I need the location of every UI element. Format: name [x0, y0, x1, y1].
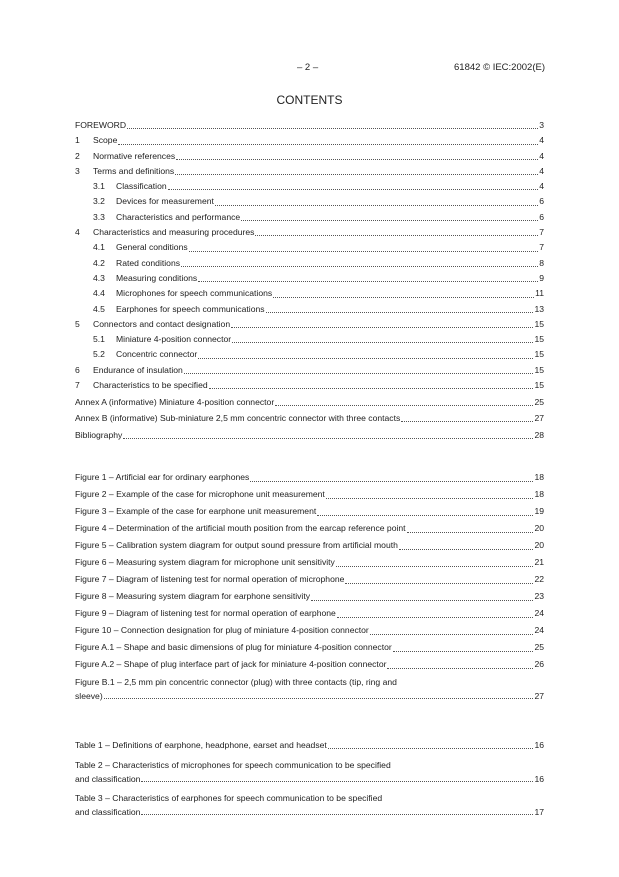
- entry-label: Figure 9 – Diagram of listening test for normal operation of earphone: [75, 608, 336, 618]
- figure-entry[interactable]: [75, 469, 544, 486]
- figure-entry[interactable]: [75, 503, 544, 520]
- entry-label: Figure 7 – Diagram of listening test for normal operation of microphone: [75, 574, 345, 584]
- toc-entry[interactable]: [75, 149, 544, 164]
- table-2-entry[interactable]: [75, 756, 544, 786]
- entry-label: Figure 1 – Artificial ear for ordinary earphones: [75, 472, 250, 482]
- entry-title: Characteristics and measuring procedures: [93, 227, 255, 238]
- toc-entry[interactable]: [75, 271, 544, 286]
- dot-leader: [401, 421, 533, 422]
- entry-number: 5: [75, 318, 80, 329]
- entry-title: Characteristics to be specified: [93, 380, 208, 391]
- entry-number: 4.5: [93, 303, 105, 314]
- toc-entry[interactable]: [75, 426, 544, 443]
- dot-leader: [337, 617, 534, 618]
- dot-leader: [266, 312, 534, 313]
- entry-label: [93, 286, 272, 301]
- entry-page: 28: [534, 429, 544, 440]
- entry-title: Microphones for speech communications: [116, 288, 273, 299]
- entry-label: Table 2 – Characteristics of microphones for speech communication to be specified: [75, 760, 391, 770]
- toc-entry[interactable]: [75, 332, 544, 347]
- table-1-entry[interactable]: [75, 738, 544, 753]
- entry-label: [75, 395, 274, 410]
- entry-label: [93, 332, 231, 347]
- entry-label: Figure A.1 – Shape and basic dimensions of plug for miniature 4-position connector: [75, 642, 392, 652]
- dot-leader: [176, 159, 538, 160]
- entry-label: [93, 194, 214, 209]
- entry-page: 18: [534, 489, 544, 499]
- entry-title: Annex A (informative) Miniature 4-position connector: [75, 396, 275, 407]
- entry-number: 4.2: [93, 257, 105, 268]
- figure-entry[interactable]: [75, 537, 544, 554]
- entry-page: 25: [534, 642, 544, 652]
- dot-leader: [175, 174, 538, 175]
- entry-page: 15: [534, 318, 544, 329]
- entry-title: Classification: [116, 181, 167, 192]
- entry-page: 4: [539, 181, 544, 192]
- figure-entry[interactable]: [75, 554, 544, 571]
- entry-title: Bibliography: [75, 429, 123, 440]
- dot-leader: [275, 405, 533, 406]
- toc-entry[interactable]: [75, 256, 544, 271]
- entry-title: Scope: [93, 135, 118, 146]
- figure-b1-entry[interactable]: [75, 673, 544, 703]
- entry-number: 5.2: [93, 349, 105, 360]
- entry-title: Terms and definitions: [93, 165, 175, 176]
- entry-page: 27: [534, 691, 544, 701]
- dot-leader: [345, 583, 533, 584]
- entry-label: [75, 164, 174, 179]
- dot-leader: [326, 498, 534, 499]
- dot-leader: [141, 781, 533, 782]
- entry-page: 22: [534, 574, 544, 584]
- entry-label: [93, 347, 197, 362]
- entry-page: 24: [534, 608, 544, 618]
- entry-number: 6: [75, 364, 80, 375]
- dot-leader: [104, 698, 534, 699]
- toc-entry[interactable]: [75, 410, 544, 427]
- dot-leader: [399, 549, 534, 550]
- toc-entry[interactable]: [75, 317, 544, 332]
- entry-label: Figure 3 – Example of the case for earphone unit measurement: [75, 506, 317, 516]
- entry-number: 4.4: [93, 288, 105, 299]
- entry-label: [93, 240, 188, 255]
- dot-leader: [241, 220, 538, 221]
- dot-leader: [209, 388, 534, 389]
- entry-label: Figure 5 – Calibration system diagram for output sound pressure from artificial mouth: [75, 540, 398, 550]
- toc-entry[interactable]: [75, 286, 544, 301]
- entry-page: 16: [534, 740, 544, 750]
- entry-title: Miniature 4-position connector: [116, 334, 232, 345]
- entry-page: 6: [539, 211, 544, 222]
- entry-title: Endurance of insulation: [93, 364, 183, 375]
- entry-title: Earphones for speech communications: [116, 303, 265, 314]
- entry-number: 5.1: [93, 334, 105, 345]
- figure-entry[interactable]: [75, 588, 544, 605]
- entry-page: 15: [534, 380, 544, 391]
- toc-entry[interactable]: [75, 225, 544, 240]
- entry-page: 21: [534, 557, 544, 567]
- dot-leader: [336, 566, 534, 567]
- figure-entry[interactable]: [75, 571, 544, 588]
- figure-entry[interactable]: [75, 605, 544, 622]
- entry-number: 3.1: [93, 181, 105, 192]
- entry-page: 26: [534, 659, 544, 669]
- entry-title: FOREWORD: [75, 120, 127, 130]
- entry-title: Annex B (informative) Sub-miniature 2,5 mm concentric connector with three contacts: [75, 413, 401, 424]
- dot-leader: [232, 342, 533, 343]
- dot-leader: [141, 814, 533, 815]
- entry-label: Figure 8 – Measuring system diagram for earphone sensitivity: [75, 591, 311, 601]
- entry-label: Table 1 – Definitions of earphone, headphone, earset and headset: [75, 740, 327, 750]
- dot-leader: [250, 481, 533, 482]
- entry-label: [75, 317, 230, 332]
- entry-number: 4.3: [93, 272, 105, 283]
- entry-title: Concentric connector: [116, 349, 198, 360]
- table-3-entry[interactable]: [75, 789, 544, 819]
- entry-page: 24: [534, 625, 544, 635]
- contents-title: CONTENTS: [276, 93, 343, 107]
- dot-leader: [184, 373, 534, 374]
- entry-page: 19: [534, 506, 544, 516]
- entry-label: [93, 302, 265, 317]
- dot-leader: [255, 235, 538, 236]
- entry-page: 23: [534, 591, 544, 601]
- toc-entry[interactable]: [75, 179, 544, 194]
- entry-label: Figure B.1 – 2,5 mm pin concentric connector (plug) with three contacts (tip, ring and: [75, 677, 397, 687]
- entry-label: [75, 133, 117, 148]
- entry-label: [75, 363, 183, 378]
- entry-page: 4: [539, 150, 544, 161]
- entry-page: 9: [539, 272, 544, 283]
- entry-page: 15: [534, 349, 544, 360]
- figure-entry[interactable]: [75, 486, 544, 503]
- entry-label: [75, 118, 126, 133]
- entry-label: Figure 4 – Determination of the artificial mouth position from the earcap reference point: [75, 523, 406, 533]
- toc-entry[interactable]: [75, 118, 544, 133]
- dot-leader: [407, 532, 534, 533]
- entry-title: Characteristics and performance: [116, 211, 241, 222]
- entry-label-cont: and classification: [75, 774, 141, 784]
- standard-reference: 61842 © IEC:2002(E): [454, 62, 545, 73]
- toc-entry[interactable]: [75, 164, 544, 179]
- entry-number: 3.3: [93, 211, 105, 222]
- entry-page: 6: [539, 196, 544, 207]
- dot-leader: [215, 205, 538, 206]
- entry-page: 15: [534, 334, 544, 345]
- entry-page: 20: [534, 523, 544, 533]
- dot-leader: [198, 358, 533, 359]
- entry-page: 25: [534, 396, 544, 407]
- dot-leader: [328, 748, 534, 749]
- entry-label: Figure 6 – Measuring system diagram for microphone unit sensitivity: [75, 557, 335, 567]
- entry-page: 20: [534, 540, 544, 550]
- dot-leader: [118, 144, 538, 145]
- dot-leader: [387, 668, 533, 669]
- dot-leader: [370, 634, 534, 635]
- toc-entry[interactable]: [75, 302, 544, 317]
- toc-entry[interactable]: [75, 363, 544, 378]
- entry-label: Figure A.2 – Shape of plug interface part of jack for miniature 4-position connector: [75, 659, 387, 669]
- entry-page: 27: [534, 413, 544, 424]
- entry-title: General conditions: [116, 242, 188, 253]
- figures-list: [75, 469, 544, 673]
- entry-title: Rated conditions: [116, 257, 181, 268]
- entry-title: Devices for measurement: [116, 196, 214, 207]
- contents-list: [75, 118, 544, 443]
- toc-entry[interactable]: [75, 347, 544, 362]
- entry-number: 4.1: [93, 242, 105, 253]
- dot-leader: [181, 266, 538, 267]
- dot-leader: [311, 600, 533, 601]
- dot-leader: [123, 438, 533, 439]
- page-number: – 2 –: [297, 62, 319, 73]
- entry-page: 16: [534, 774, 544, 784]
- entry-page: 4: [539, 135, 544, 146]
- dot-leader: [317, 515, 533, 516]
- entry-title: Measuring conditions: [116, 272, 198, 283]
- entry-label-cont: and classification: [75, 807, 141, 817]
- dot-leader: [198, 281, 538, 282]
- dot-leader: [273, 297, 534, 298]
- entry-page: 15: [534, 364, 544, 375]
- entry-page: 4: [539, 165, 544, 176]
- entry-page: 7: [539, 242, 544, 253]
- entry-label: [75, 378, 208, 393]
- entry-page: 17: [534, 807, 544, 817]
- figure-entry[interactable]: [75, 656, 544, 673]
- entry-label: Figure 10 – Connection designation for plug of miniature 4-position connector: [75, 625, 369, 635]
- entry-label: [93, 256, 180, 271]
- entry-number: 1: [75, 135, 80, 146]
- entry-label: [75, 149, 175, 164]
- figure-entry[interactable]: [75, 622, 544, 639]
- entry-label: [93, 210, 240, 225]
- entry-label-cont: sleeve): [75, 691, 103, 701]
- dot-leader: [189, 251, 539, 252]
- toc-entry[interactable]: [75, 393, 544, 410]
- entry-label: [75, 225, 254, 240]
- entry-page: 11: [535, 288, 544, 299]
- entry-number: 7: [75, 380, 80, 391]
- entry-number: 3.2: [93, 196, 105, 207]
- entry-label: Figure 2 – Example of the case for microphone unit measurement: [75, 489, 325, 499]
- entry-title: Connectors and contact designation: [93, 318, 231, 329]
- figure-entry[interactable]: [75, 639, 544, 656]
- toc-entry[interactable]: [75, 240, 544, 255]
- dot-leader: [127, 128, 538, 129]
- entry-page: 7: [539, 227, 544, 238]
- entry-page: 18: [534, 472, 544, 482]
- entry-title: Normative references: [93, 150, 176, 161]
- entry-page: 8: [539, 257, 544, 268]
- dot-leader: [393, 651, 534, 652]
- entry-label: Table 3 – Characteristics of earphones for speech communication to be specified: [75, 793, 383, 803]
- toc-entry[interactable]: [75, 133, 544, 148]
- toc-entry[interactable]: [75, 210, 544, 225]
- entry-number: 2: [75, 150, 80, 161]
- dot-leader: [231, 327, 533, 328]
- figure-entry[interactable]: [75, 520, 544, 537]
- toc-entry[interactable]: [75, 194, 544, 209]
- entry-number: 4: [75, 227, 80, 238]
- toc-entry[interactable]: [75, 378, 544, 393]
- entry-label: [93, 271, 197, 286]
- entry-page: 3: [539, 120, 544, 130]
- entry-label: [75, 428, 122, 443]
- dot-leader: [168, 189, 539, 190]
- entry-label: [75, 411, 400, 426]
- entry-label: [93, 179, 167, 194]
- entry-page: 13: [534, 303, 544, 314]
- entry-number: 3: [75, 165, 80, 176]
